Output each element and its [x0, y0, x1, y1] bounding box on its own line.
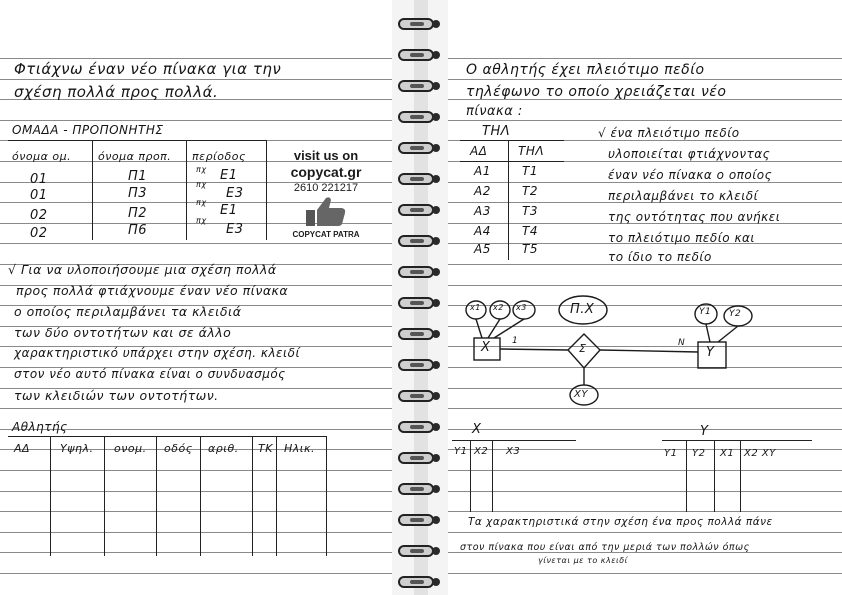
athletes-header-age: Ηλικ.: [284, 442, 315, 455]
spiral-ring: [398, 390, 434, 402]
phone-row-4-tel: Τ4: [522, 224, 538, 238]
ruled-line: [0, 532, 392, 533]
table-y-cell-1: Y1: [664, 448, 678, 459]
phone-row-3-id: Α3: [474, 204, 491, 218]
binding-hole: [432, 392, 440, 400]
group-header-team: όνομα ομ.: [12, 150, 72, 163]
phone-header-tel: ΤΗΛ: [518, 144, 545, 158]
spiral-ring: [398, 18, 434, 30]
table-y-cell-3: X1: [720, 448, 735, 459]
spiral-ring: [398, 545, 434, 557]
attr-y1-label: Y1: [699, 307, 712, 317]
ruled-line: [448, 120, 842, 121]
phone-row-2-tel: Τ2: [522, 184, 538, 198]
left-paragraph-line-5: χαρακτηριστικό υπάρχει στην σχέση. κλειδί: [14, 346, 301, 360]
binding-hole: [432, 206, 440, 214]
cardinality-left: 1: [512, 336, 519, 346]
right-note-line-1: √ ένα πλειότιμο πεδίο: [598, 126, 740, 140]
phone-row-4-id: Α4: [474, 224, 491, 238]
binding-hole: [432, 175, 440, 183]
athletes-header-id: ΑΔ: [14, 442, 31, 455]
ruled-line: [448, 573, 842, 574]
athletes-header-height: Υψηλ.: [60, 442, 94, 455]
attr-x2-label: x2: [493, 303, 504, 312]
right-note-line-5: της οντότητας που ανήκει: [608, 210, 781, 224]
left-paragraph-line-1: √ Για να υλοποιήσουμε μια σχέση πολλά: [8, 262, 277, 277]
right-intro-line-2: τηλέφωνο το οποίο χρειάζεται νέο: [466, 84, 727, 100]
group-row-2-coach: Π3: [128, 186, 148, 201]
group-row-4-coach: Π6: [128, 223, 148, 238]
athletes-table-top-line: [8, 436, 326, 437]
group-row-1-team: 01: [30, 172, 48, 187]
group-header-coach: όνομα προπ.: [98, 150, 172, 163]
athletes-col-divider-3: [156, 436, 157, 556]
right-note-line-2: υλοποιείται φτιάχνοντας: [608, 147, 771, 161]
athletes-col-divider-4: [200, 436, 201, 556]
athletes-header-street: οδός: [164, 442, 193, 455]
athletes-table-title: Αθλητής: [12, 420, 68, 434]
spiral-ring: [398, 80, 434, 92]
phone-row-2-id: Α2: [474, 184, 491, 198]
table-y-divider-3: [740, 440, 741, 512]
ruled-line: [448, 532, 842, 533]
spiral-binding: [392, 0, 448, 595]
entity-x-label: X: [481, 340, 491, 355]
left-paragraph-line-2: προς πολλά φτιάχνουμε έναν νέο πίνακα: [16, 283, 289, 298]
phone-row-1-tel: Τ1: [522, 164, 538, 178]
phone-table-header-line: [460, 161, 564, 162]
spiral-ring: [398, 142, 434, 154]
phone-table-title: ΤΗΛ: [482, 124, 511, 139]
binding-hole: [432, 82, 440, 90]
spiral-ring: [398, 111, 434, 123]
left-paragraph-line-7: των κλειδιών των οντοτήτων.: [14, 388, 219, 403]
ruled-line: [0, 58, 392, 59]
binding-hole: [432, 578, 440, 586]
binding-hole: [432, 516, 440, 524]
group-row-2-period: Ε3: [226, 186, 244, 201]
ruled-line: [0, 408, 392, 409]
group-row-1-eg: πχ: [196, 165, 207, 174]
spiral-ring: [398, 173, 434, 185]
phone-row-5-tel: Τ5: [522, 242, 538, 256]
athletes-col-divider-5: [252, 436, 253, 556]
entity-y-label: Y: [706, 345, 715, 360]
athletes-col-divider-2: [104, 436, 105, 556]
group-row-4-team: 02: [30, 226, 48, 241]
attr-px-label: Π.Χ: [570, 302, 595, 317]
group-table-top-line: [8, 140, 266, 141]
phone-row-1-id: Α1: [474, 164, 491, 178]
left-notebook-page: [0, 0, 392, 595]
ruled-line: [0, 449, 392, 450]
group-header-period: περίοδος: [192, 150, 246, 163]
group-row-3-coach: Π2: [128, 206, 148, 221]
spiral-ring: [398, 514, 434, 526]
phone-row-3-tel: Τ3: [522, 204, 538, 218]
table-y-top-line: [662, 440, 812, 441]
binding-hole: [432, 237, 440, 245]
ruled-line: [448, 429, 842, 430]
ruled-line: [0, 470, 392, 471]
spiral-ring: [398, 359, 434, 371]
binding-hole: [432, 547, 440, 555]
left-paragraph-line-4: των δύο οντοτήτων και σε άλλο: [14, 325, 232, 340]
group-row-3-eg: πχ: [196, 198, 207, 207]
ruled-line: [448, 511, 842, 512]
ad-website: copycat.gr: [290, 164, 362, 180]
attr-xy-label: XY: [574, 389, 588, 400]
phone-table-top-line: [460, 140, 564, 141]
ruled-line: [0, 552, 392, 553]
ruled-line: [0, 511, 392, 512]
er-diagram: [448, 290, 842, 420]
table-x-divider-2: [492, 440, 493, 512]
table-y-divider-2: [714, 440, 715, 512]
table-y-cell-4: X2 XY: [744, 448, 776, 459]
group-row-1-coach: Π1: [128, 169, 148, 184]
group-row-3-team: 02: [30, 208, 48, 223]
right-note-line-7: το ίδιο το πεδίο: [608, 250, 712, 264]
right-intro-line-1: Ο αθλητής έχει πλειότιμο πεδίο: [466, 62, 705, 78]
group-table-title: ΟΜΑΔΑ - ΠΡΟΠΟΝΗΤΗΣ: [12, 123, 164, 137]
thumbs-up-icon: [304, 196, 348, 228]
table-x-cell-2: X2: [474, 446, 489, 457]
spiral-ring: [398, 576, 434, 588]
spiral-ring: [398, 266, 434, 278]
attr-x3-label: x3: [516, 303, 527, 312]
binding-hole: [432, 299, 440, 307]
spiral-ring: [398, 235, 434, 247]
table-y-cell-2: Y2: [692, 448, 706, 459]
attr-y2-label: Y2: [729, 309, 742, 319]
group-row-2-eg: πχ: [196, 180, 207, 189]
ruled-line: [448, 58, 842, 59]
spiral-ring: [398, 49, 434, 61]
table-x-cell-1: Y1: [454, 446, 468, 457]
binding-hole: [432, 330, 440, 338]
left-paragraph-line-6: στον νέο αυτό πίνακα είναι ο συνδυασμός: [14, 367, 286, 381]
ruled-line: [0, 573, 392, 574]
group-row-4-eg: πχ: [196, 216, 207, 225]
right-notebook-page: [448, 0, 842, 595]
right-note-line-4: περιλαμβάνει το κλειδί: [608, 189, 759, 203]
binding-hole: [432, 51, 440, 59]
table-x-label: X: [472, 422, 482, 437]
spiral-ring: [398, 483, 434, 495]
athletes-header-number: αριθ.: [208, 442, 239, 455]
athletes-col-divider-7: [326, 436, 327, 556]
ruled-line: [0, 79, 392, 80]
left-paragraph-line-3: ο οποίος περιλαμβάνει τα κλειδιά: [14, 304, 242, 319]
ruled-line: [448, 264, 842, 265]
table-x-divider-1: [470, 440, 471, 512]
group-row-4-period: Ε3: [226, 222, 244, 237]
ruled-line: [0, 243, 392, 244]
binding-hole: [432, 485, 440, 493]
table-x-cell-3: X3: [506, 446, 521, 457]
footer-line-3: γίνεται με το κλειδί: [538, 556, 628, 565]
group-row-1-period: Ε1: [220, 168, 238, 183]
ad-visit-text: visit us on: [293, 148, 359, 163]
spiral-ring: [398, 204, 434, 216]
spiral-ring: [398, 328, 434, 340]
binding-hole: [432, 144, 440, 152]
table-y-divider-1: [686, 440, 687, 512]
group-table-divider-3: [266, 140, 267, 240]
spiral-ring: [398, 297, 434, 309]
ruled-line: [0, 491, 392, 492]
spiral-ring: [398, 421, 434, 433]
binding-hole: [432, 361, 440, 369]
ad-brand: COPYCAT PATRA: [292, 230, 360, 239]
group-row-3-period: Ε1: [220, 203, 238, 218]
binding-hole: [432, 113, 440, 121]
footer-line-1: Τα χαρακτηριστικά στην σχέση ένα προς πολλά πάνε: [468, 516, 773, 528]
ruled-line: [0, 120, 392, 121]
relation-label: Σ: [579, 342, 587, 355]
right-intro-line-3: πίνακα :: [466, 104, 523, 119]
left-intro-line-1: Φτιάχνω έναν νέο πίνακα για την: [14, 60, 282, 78]
footer-line-2: στον πίνακα που είναι από την μεριά των πολλών όπως: [460, 542, 750, 553]
binding-hole: [432, 423, 440, 431]
group-table-divider-1: [92, 140, 93, 240]
ad-phone: 2610 221217: [293, 182, 359, 194]
ruled-line: [448, 79, 842, 80]
binding-hole: [432, 20, 440, 28]
right-note-line-3: έναν νέο πίνακα ο οποίος: [608, 168, 773, 182]
phone-row-5-id: Α5: [474, 242, 491, 256]
group-row-2-team: 01: [30, 188, 48, 203]
ruled-line: [448, 470, 842, 471]
athletes-col-divider-6: [276, 436, 277, 556]
spiral-ring: [398, 452, 434, 464]
phone-table-divider: [508, 140, 509, 260]
athletes-header-name: ονομ.: [114, 442, 147, 455]
cardinality-right: N: [678, 338, 686, 348]
phone-header-id: ΑΔ: [470, 144, 488, 158]
binding-hole: [432, 268, 440, 276]
athletes-col-divider-1: [50, 436, 51, 556]
ruled-line: [448, 491, 842, 492]
athletes-header-zip: ΤΚ: [258, 442, 273, 455]
binding-hole: [432, 454, 440, 462]
left-intro-line-2: σχέση πολλά προς πολλά.: [14, 83, 219, 101]
ruled-line: [448, 285, 842, 286]
attr-x1-label: x1: [470, 303, 481, 312]
group-table-divider-2: [186, 140, 187, 240]
table-y-label: Y: [700, 424, 709, 439]
right-note-line-6: το πλειότιμο πεδίο και: [608, 231, 755, 245]
